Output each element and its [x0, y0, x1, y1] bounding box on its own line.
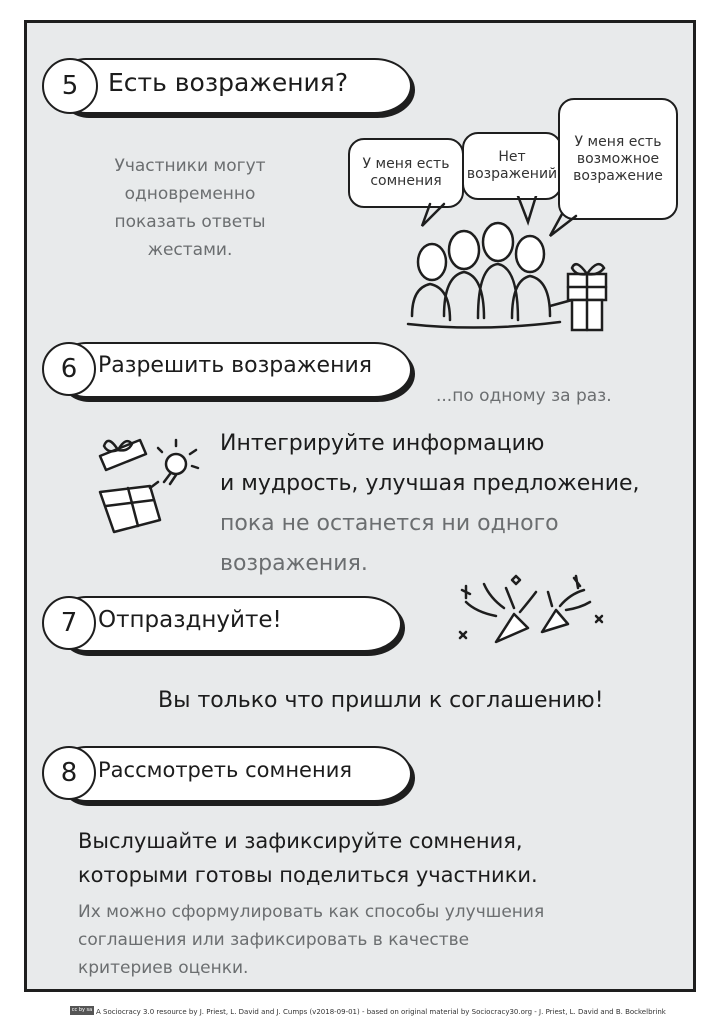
step-6-title: Разрешить возражения: [98, 353, 372, 378]
gray-line: пока не останется ни одного: [220, 511, 559, 536]
note-line: жестами.: [147, 240, 233, 260]
celebration-party-poppers-icon: [456, 572, 606, 666]
people-with-gift-illustration: [400, 196, 630, 336]
note-line: показать ответы: [114, 212, 266, 232]
main-line: Выслушайте и зафиксируйте сомнения,: [78, 829, 523, 853]
section-6-main-text: [220, 424, 640, 584]
section-8-gray-text: [78, 898, 544, 982]
license-badge: cc by sa: [71, 1007, 93, 1013]
gray-line: критериев оценки.: [78, 958, 249, 978]
step-5-number: 5: [42, 58, 98, 114]
section-5-note: [90, 152, 290, 264]
step-6-number: 6: [42, 342, 96, 396]
speech-bubble-doubts: У меня есть сомнения: [348, 138, 464, 208]
agreement-reached-text: Вы только что пришли к соглашению!: [158, 688, 604, 713]
one-at-a-time-note: ...по одному за раз.: [436, 386, 612, 406]
note-line: одновременно: [124, 184, 256, 204]
step-5-title: Есть возражения?: [108, 68, 349, 97]
main-line: Интегрируйте информацию: [220, 431, 545, 456]
footer-credit: A Sociocracy 3.0 resource by J. Priest, L. David and J. Cumps (v2018-09-01) - based on original material by Sociocracy30.org - J. Priest, L. David and B. Bockelbrink: [96, 1008, 666, 1016]
step-7-number: 7: [42, 596, 96, 650]
section-8-main-text: [78, 824, 538, 892]
gray-line: возражения.: [220, 551, 368, 576]
gift-lightbulb-illustration: [92, 426, 202, 536]
step-8-title: Рассмотреть сомнения: [98, 758, 352, 782]
speech-bubble-no-objection: Нет возражений: [462, 132, 562, 200]
note-line: Участники могут: [114, 156, 266, 176]
step-7-title: Отпразднуйте!: [98, 607, 282, 633]
gray-line: Их можно сформулировать как способы улучшения: [78, 902, 545, 922]
main-line: и мудрость, улучшая предложение,: [220, 471, 640, 496]
main-line: которыми готовы поделиться участники.: [78, 863, 538, 887]
gray-line: соглашения или зафиксировать в качестве: [78, 930, 470, 950]
speech-bubble-possible-objection: У меня есть возможное возражение: [558, 98, 678, 220]
step-8-number: 8: [42, 746, 96, 800]
